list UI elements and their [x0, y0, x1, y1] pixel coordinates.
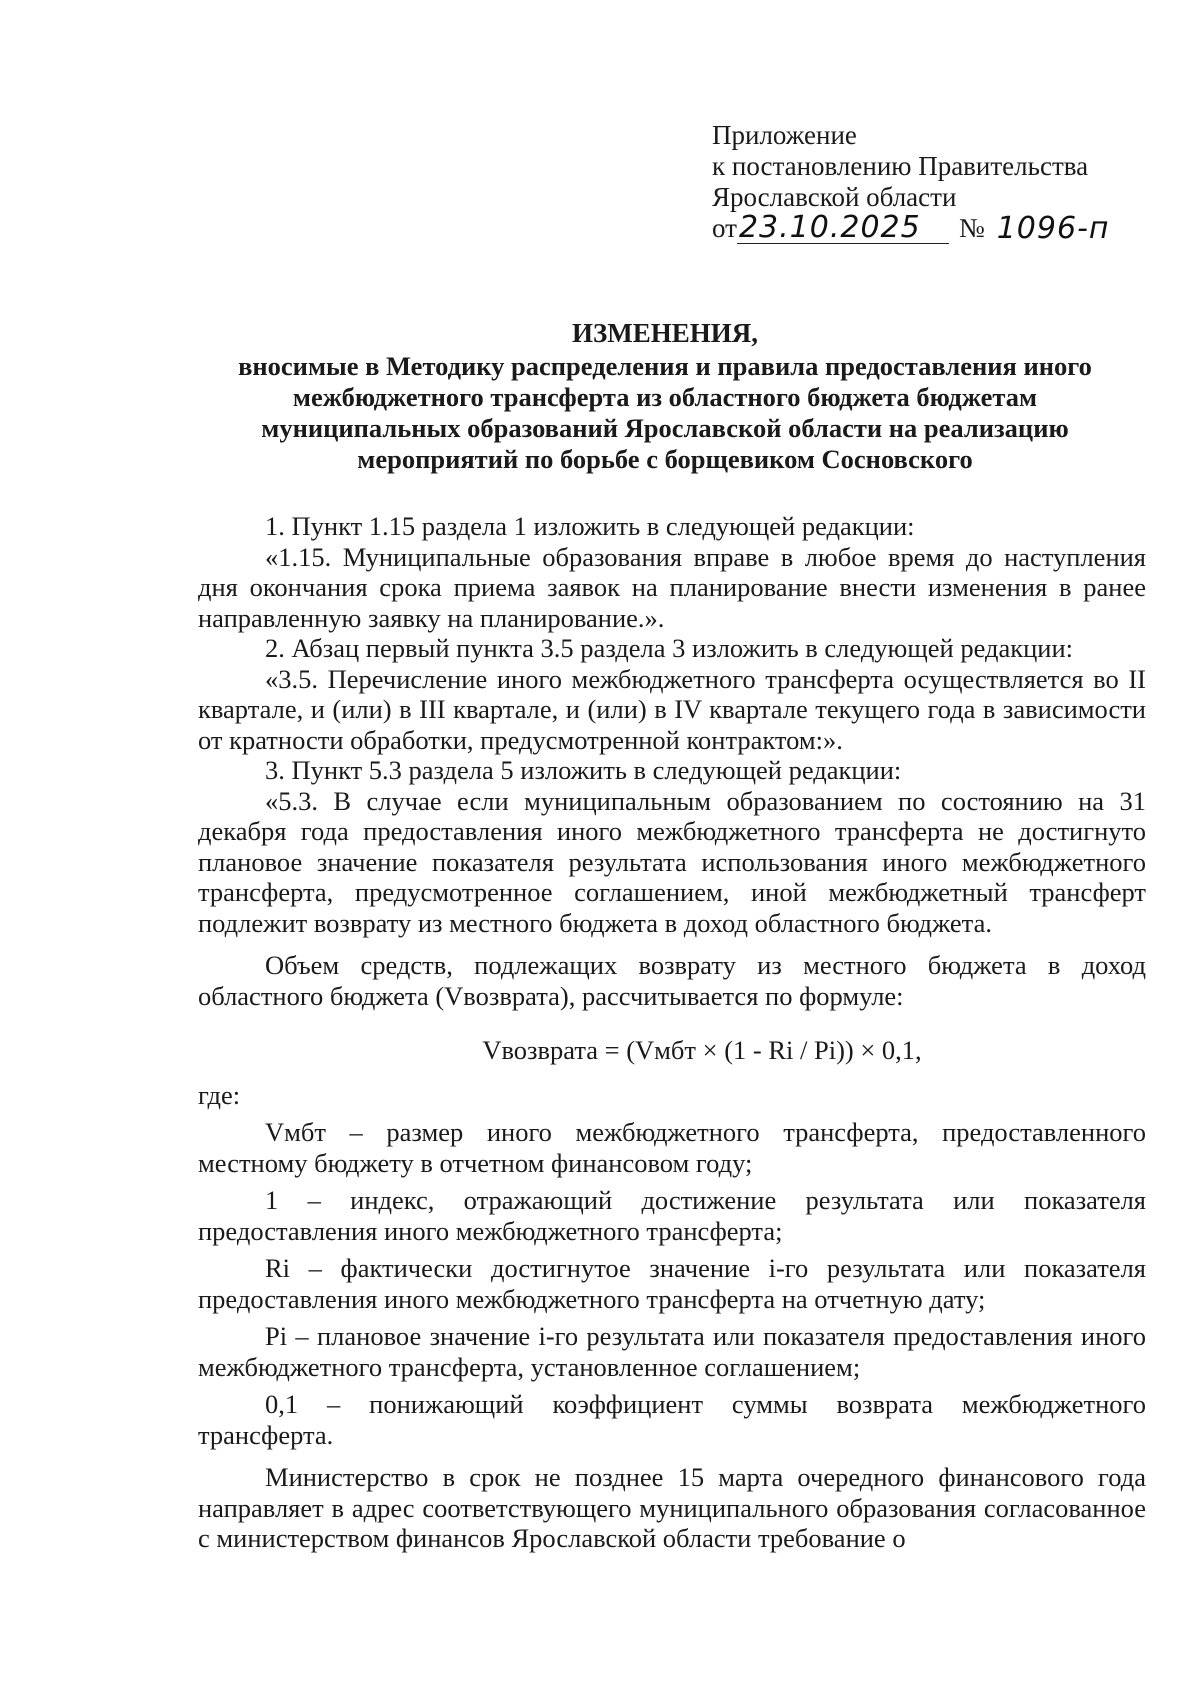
- appendix-line-3: Ярославской области: [712, 182, 957, 212]
- title-line-1: вносимые в Методику распределения и правила предоставления иного: [238, 351, 1092, 381]
- definition-1: Vмбт – размер иного межбюджетного трансферта, предоставленного местному бюджету в отчетном финансовом году;: [198, 1117, 1146, 1178]
- definition-2: 1 – индекс, отражающий достижение результата или показателя предоставления иного межбюджетного трансферта;: [198, 1185, 1146, 1246]
- paragraph-6: «5.3. В случае если муниципальным образованием по состоянию на 31 декабря года предоставления иного межбюджетного трансферта не достигнуто плановое значение показателя результата использования иного межбюджетного трансферта, предусмотренное соглашением, иной межбюджетный трансферт подлежит возврату из местного бюджета в доход областного бюджета.: [198, 785, 1146, 938]
- appendix-header: [712, 120, 1119, 244]
- paragraph-4: «3.5. Перечисление иного межбюджетного трансферта осуществляется во II квартале, и (или) в III квартале, и (или) в IV квартале текущего года в зависимости от кратности обработки, предусмотренной контрактом:».: [198, 663, 1146, 755]
- where-label: где:: [198, 1079, 241, 1110]
- document-body: [198, 511, 1146, 1554]
- appendix-line-2: к постановлению Правительства: [712, 151, 1089, 181]
- paragraph-8: Министерство в срок не позднее 15 марта очередного финансового года направляет в адрес соответствующего муниципального образования согласованное с министерством финансов Ярославской области требование о: [198, 1462, 1146, 1553]
- paragraph-2: «1.15. Муниципальные образования вправе в любое время до наступления дня окончания срока приема заявок на планирование внести изменения в ранее направленную заявку на планирование.».: [198, 541, 1146, 633]
- handwritten-date: 23.10.2025: [737, 213, 949, 244]
- definition-3: Ri – фактически достигнутое значение i-го результата или показателя предоставления иного межбюджетного трансферта на отчетную дату;: [198, 1253, 1146, 1314]
- definition-5: 0,1 – понижающий коэффициент суммы возврата межбюджетного трансферта.: [198, 1389, 1146, 1450]
- title-main: ИЗМЕНЕНИЯ,: [571, 318, 758, 348]
- title-line-3: муниципальных образований Ярославской области на реализацию: [261, 413, 1069, 443]
- paragraph-1: 1. Пункт 1.15 раздела 1 изложить в следующей редакции:: [265, 511, 915, 541]
- formula: Vвозврата = (Vмбт × (1 - Ri / Pi)) × 0,1,: [482, 1035, 922, 1065]
- appendix-date-number-line: [712, 210, 1119, 246]
- document-title: [150, 318, 1180, 475]
- paragraph-3: 2. Абзац первый пункта 3.5 раздела 3 изложить в следующей редакции:: [265, 633, 1074, 663]
- handwritten-number: 1096-п: [996, 211, 1110, 246]
- paragraph-7: Объем средств, подлежащих возврату из местного бюджета в доход областного бюджета (Vвозврата), рассчитывается по формуле:: [198, 950, 1146, 1011]
- appendix-line-1: Приложение: [712, 120, 857, 150]
- paragraph-5: 3. Пункт 5.3 раздела 5 изложить в следующей редакции:: [265, 755, 902, 785]
- title-line-2: межбюджетного трансферта из областного бюджета бюджетам: [292, 382, 1038, 412]
- definition-4: Pi – плановое значение i-го результата или показателя предоставления иного межбюджетного трансферта, установленное соглашением;: [198, 1321, 1146, 1382]
- title-line-4: мероприятий по борьбе с борщевиком Сосновского: [357, 444, 973, 474]
- date-prefix: от: [712, 213, 737, 243]
- number-sign: №: [958, 213, 985, 243]
